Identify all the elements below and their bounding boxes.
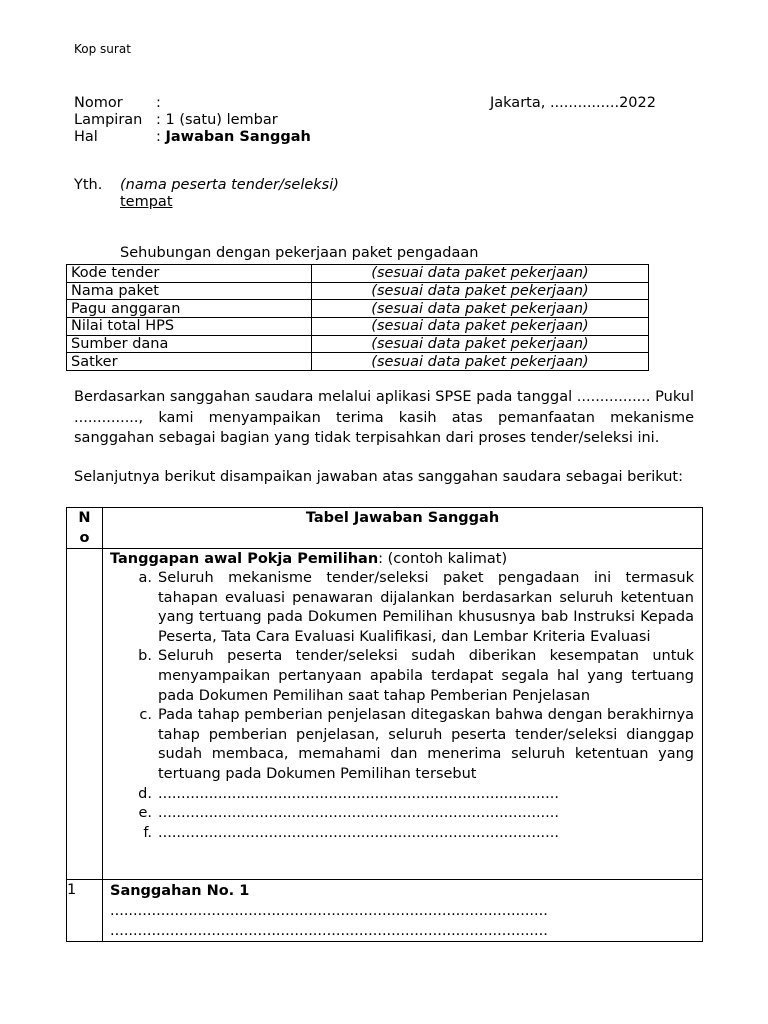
package-row	[67, 300, 649, 318]
sanggahan-no: 1	[67, 880, 103, 942]
answer-table-header	[67, 508, 703, 549]
item-marker: e.	[138, 805, 152, 822]
hal-value: Jawaban Sanggah	[165, 129, 311, 145]
initial-response-no	[67, 549, 103, 880]
package-row	[67, 265, 649, 283]
package-value: (sesuai data paket pekerjaan)	[312, 282, 649, 300]
nomor-label: Nomor	[74, 95, 123, 111]
package-label: Kode tender	[67, 265, 312, 283]
response-item	[110, 804, 694, 824]
item-marker: d.	[138, 785, 152, 802]
item-text: Pada tahap pemberian penjelasan ditegaskan bahwa dengan berakhirnya tahap pemberian penjelasan, seluruh peserta tender/seleksi dianggap sudah membaca, memahami dan menerima seluruh ketentuan yang tertuang pada Dokumen Pemilihan tersebut	[158, 707, 694, 782]
response-item	[110, 706, 694, 784]
lampiran-label: Lampiran	[74, 112, 143, 128]
package-value: (sesuai data paket pekerjaan)	[312, 335, 649, 353]
sanggahan-line: ...............................................................................................	[110, 903, 548, 919]
package-label: Pagu anggaran	[67, 300, 312, 318]
package-value: (sesuai data paket pekerjaan)	[312, 318, 649, 336]
letterhead: Kop surat	[74, 42, 131, 56]
package-row	[67, 282, 649, 300]
recipient-name	[120, 177, 339, 194]
initial-response-cell	[103, 549, 703, 880]
intro-text: Sehubungan dengan pekerjaan paket pengadaan	[120, 245, 479, 261]
item-text: Seluruh peserta tender/seleksi sudah diberikan kesempatan untuk menyampaikan pertanyaan apabila terdapat segala hal yang tertuang pada Dokumen Pemilihan saat tahap Pemberian Penjelasan	[158, 648, 694, 704]
response-item	[110, 785, 694, 805]
hal-colon: :	[156, 129, 166, 145]
paragraph-sanggahan: Berdasarkan sanggahan saudara melalui aplikasi SPSE pada tanggal ................ Pukul .............., kami menyampaikan terima kasih atas pemanfaatan mekanisme sanggahan sebagai bagian yang tidak terpisahkan dari proses tender/seleksi ini.	[74, 389, 694, 446]
package-label: Nama paket	[67, 282, 312, 300]
initial-response-heading	[110, 549, 694, 569]
response-list	[110, 569, 694, 843]
item-marker: b.	[138, 648, 152, 665]
item-text: .......................................................................................	[158, 824, 559, 841]
package-row	[67, 335, 649, 353]
item-text: .......................................................................................	[158, 805, 559, 822]
package-row	[67, 318, 649, 336]
paragraph-jawaban: Selanjutnya berikut disampaikan jawaban atas sanggahan saudara sebagai berikut:	[74, 469, 683, 485]
sanggahan-title-text: Sanggahan No. 1	[110, 883, 250, 899]
package-label: Sumber dana	[67, 335, 312, 353]
item-text: Seluruh mekanisme tender/seleksi paket pengadaan ini termasuk tahapan evaluasi penawaran dijalankan berdasarkan seluruh ketentuan yang tertuang pada Dokumen Pemilihan khususnya bab Instruksi Kepada Peserta, Tata Cara Evaluasi Kualifikasi, dan Lembar Kriteria Evaluasi	[158, 570, 694, 645]
lampiran-value: : 1 (satu) lembar	[156, 112, 278, 128]
item-text: .......................................................................................	[158, 785, 559, 802]
col-no-header	[67, 508, 103, 549]
package-value: (sesuai data paket pekerjaan)	[312, 300, 649, 318]
initial-response-note: : (contoh kalimat)	[378, 551, 508, 567]
item-marker: a.	[138, 570, 152, 586]
package-row	[67, 353, 649, 371]
package-table	[66, 264, 649, 371]
sanggahan-title	[110, 881, 694, 901]
item-marker: c.	[139, 707, 152, 724]
initial-response-row	[67, 549, 703, 880]
hal-label: Hal	[74, 129, 98, 145]
response-item	[110, 647, 694, 706]
package-value: (sesuai data paket pekerjaan)	[312, 353, 649, 371]
response-item	[110, 824, 694, 844]
recipient-name-text: (nama peserta tender/seleksi)	[120, 177, 339, 193]
recipient-place: tempat	[120, 194, 173, 210]
col-no-label: No	[78, 510, 91, 546]
place-date: Jakarta, ...............2022	[490, 95, 656, 111]
response-item	[110, 569, 694, 647]
package-label: Satker	[67, 353, 312, 371]
nomor-value: :	[156, 95, 161, 111]
hal-row	[156, 129, 311, 146]
package-value: (sesuai data paket pekerjaan)	[312, 265, 649, 283]
sanggahan-cell	[103, 880, 703, 942]
sanggahan-line: ...............................................................................................	[110, 923, 548, 939]
initial-response-title: Tanggapan awal Pokja Pemilihan	[110, 551, 379, 567]
sanggahan-row	[67, 880, 703, 942]
col-title-header: Tabel Jawaban Sanggah	[103, 508, 703, 549]
package-label: Nilai total HPS	[67, 318, 312, 336]
salutation: Yth.	[74, 177, 103, 193]
item-marker: f.	[143, 824, 152, 841]
answer-table	[66, 507, 703, 942]
